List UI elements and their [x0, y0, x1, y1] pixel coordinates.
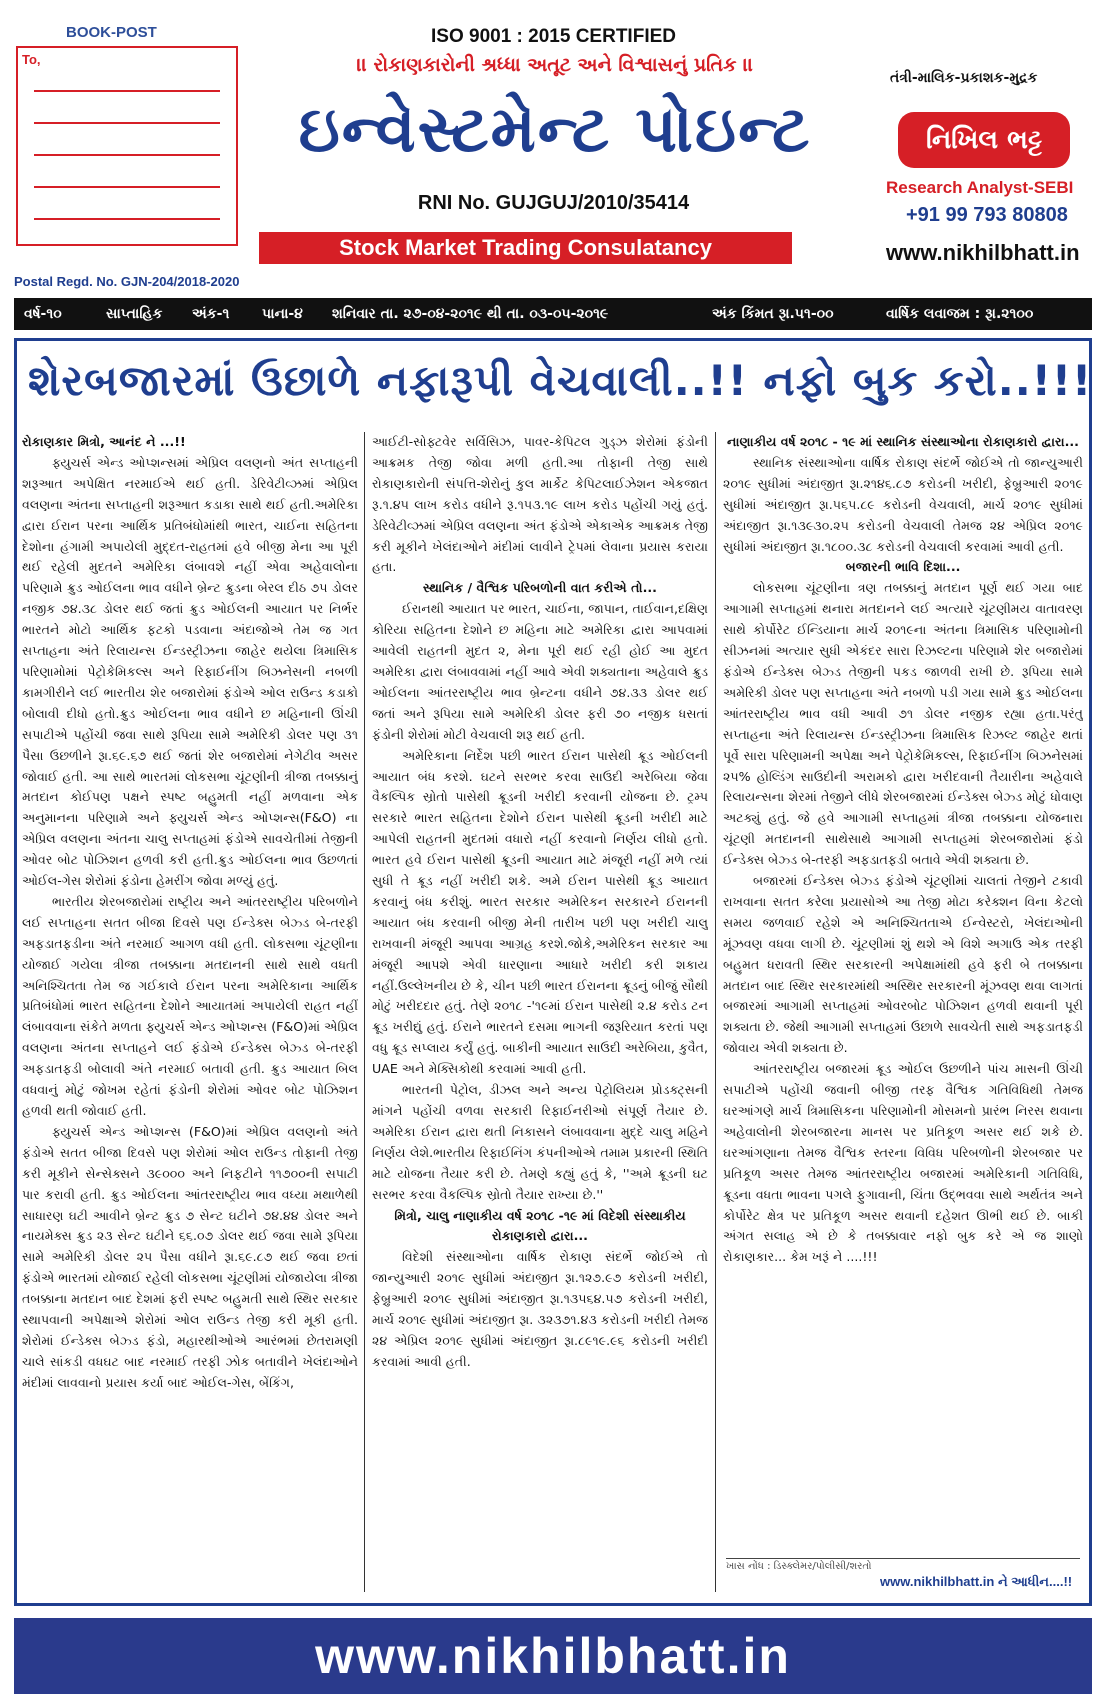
address-line	[34, 154, 220, 156]
address-line	[34, 90, 220, 92]
paragraph: સ્થાનિક સંસ્થાઓના વાર્ષિક રોકાણ સંદર્ભે જોઈએ તો જાન્યુઆરી ૨૦૧૯ સુધીમાં અંદાજીત રૂા.૨૧૪૬.૮૭ કરોડની ખરીદી, ફેબ્રુઆરી ૨૦૧૯ સુધીમાં અંદાજીત રૂા.૫૬૫.૮૯ કરોડની વેચવાલી, માર્ચ ૨૦૧૯ સુધીમાં અંદાજીત રૂા.૧૩૯૩૦.૨૫ કરોડની વેચવાલી તેમજ ૨૪ એપ્રિલ ૨૦૧૯ સુધીમાં અંદાજીત રૂા.૧૮૦૦.૩૮ કરોડની વેચવાલી કરવામાં આવી હતી.	[723, 454, 1083, 554]
book-post-label: BOOK-POST	[66, 24, 157, 41]
website-link[interactable]: www.nikhilbhatt.in	[886, 240, 1080, 265]
disclaimer-site-link[interactable]: www.nikhilbhatt.in ને આધીન....!!	[880, 1574, 1073, 1589]
tagline: ।। રોકાણકારોની શ્રધ્ધા અતૂટ અને વિશ્વાસનું પ્રતિક ।।	[356, 54, 754, 76]
subscription-label: વાર્ષિક લવાજમ : રૂા.૨૧૦૦	[886, 306, 1034, 322]
footer-website-banner[interactable]: www.nikhilbhatt.in	[14, 1618, 1092, 1694]
paragraph: ભારતીય શેરબજારોમાં રાષ્ટ્રીય અને આંતરરાષ્ટ્રીય પરિબળોને લઈ સપ્તાહના સતત બીજા દિવસે પણ ઈન્ડેક્સ બેઝ્ડ બે-તરફી અફડાતફડીના અંતે નરમાઈ આગળ વધી હતી. લોકસભા ચૂંટણીના યોજાઈ ગયેલા ત્રીજા તબક્કાના મતદાનની સાથે સાથે વધતી અનિશ્ચિતતા તેમ જ ગઈકાલે ઈરાન પરના અમેરિકાના આર્થિક પ્રતિબંધોમાં ભારત સહિતના દેશોને આયાતમાં અપાયેલી રાહત નહીં લંબાવવાના સંકેતે મળતા ફ્યુચર્સ એન્ડ ઓપ્શન્સ (F&O)માં એપ્રિલ વલણના અંતના સપ્તાહને લઈ ફંડોએ ઈન્ડેક્સ બેઝ્ડ બે-તરફી અફડાતફડી બોલાવી અંતે નરમાઈ બતાવી હતી. ક્રુડ આયાત બિલ વધવાનું મોટું જોખમ રહેતાં ફંડોની શેરોમાં ઓવર બોટ પોઝિશન હળવી થતી જોવાઈ હતી.	[22, 893, 358, 1118]
address-line	[34, 218, 220, 220]
paragraph: આંતરરાષ્ટ્રીય બજારમાં ક્રૂડ ઓઈલ ઉછળીને પાંચ માસની ઊંચી સપાટીએ પહોંચી જવાની બીજી તરફ વૈશ્વિક ગતિવિધિથી તેમજ ઘરઆંગણે માર્ચ ત્રિમાસિકના પરિણામોની મોસમનો પ્રારંભ નિરસ થવાના અહેવાલોની શેરબજારના માનસ પર પ્રતિકૂળ અસર થઈ શકે છે. ઘરઆંગણાના તેમજ વૈશ્વિક સ્તરના વિવિધ પરિબળોની શેરબજાર પર પ્રતિકૂળ અસર તેમજ આંતરરાષ્ટ્રીય બજારમાં અમેરિકાની ગતિવિધિ, ક્રૂડના વધતા ભાવના પગલે ફુગાવાની, ચિંતા ઉદ્ભવવા સાથે અર્થતંત્ર અને કોર્પોરેટ ક્ષેત્ર પર પ્રતિકૂળ અસર થવાની દહેશત ઊભી થઈ છે. બાકી અંગત સલાહ એ છે કે તબક્કાવાર નફો બુક કરે એ જ શાણો રોકાણકાર... કેમ ખરૂં ને ....!!!	[723, 1061, 1083, 1265]
price-label: અંક કિંમત રૂા.૫૧-૦૦	[712, 306, 834, 322]
column-divider	[715, 432, 716, 1592]
year-label: વર્ષ-૧૦	[24, 306, 62, 322]
issue-label: અંક-૧	[192, 306, 230, 322]
paragraph: અમેરિકાના નિર્દેશ પછી ભારત ઈરાન પાસેથી ક્રૂડ ઓઈલની આયાત બંધ કરશે. ઘટને સરભર કરવા સાઉદી અરેબિયા જેવા વૈકલ્પિક સ્રોતો પાસેથી ક્રૂડની ખરીદી કરવાની યોજના છે. ટ્રમ્પ સરકારે ભારત સહિતના દેશોને ઈરાન પાસેથી ક્રૂડની ખરીદી માટે આપેલી રાહતની મુદતમાં વધારો નહીં કરવાનો નિર્ણય લીધો હતો. ભારત હવે ઈરાન પાસેથી ક્રૂડની આયાત માટે મંજૂરી નહીં મળે ત્યાં સુધી તે ક્રૂડ નહીં ખરીદી શકે. અમે ઈરાન પાસેથી ક્રૂડ આયાત કરવાનું બંધ કરીશું. ભારત સરકાર અમેરિકન સરકારને ઈરાનની આયાત બંધ કરવાની બીજી મેની તારીખ પછી પણ ખરીદી ચાલુ રાખવાની મંજૂરી આપવા આગ્રહ કરશે.જોકે,અમેરિકન સરકાર આ મંજૂરી આપશે એવી ધારણાના આધારે ખરીદી કરી શકાય નહીં.ઉલ્લેખનીય છે કે, ચીન પછી ભારત ઈરાનના ક્રૂડનું બીજું સૌથી મોટું ખરીદદાર હતું. તેણે ૨૦૧૮ -'૧૯માં ઈરાન પાસેથી ૨.૪ કરોડ ટન ક્રૂડ ખરીદ્યું હતું. ઈરાને ભારતને દસમા ભાગની જરૂરિયાત કરતાં પણ વધુ ક્રૂડ સપ્લાય કર્યું હતું. બાકીની આયાત સાઉદી અરેબિયા, કુવૈત, UAE અને મેક્સિકોથી કરવામાં આવી હતી.	[372, 747, 708, 1077]
subheading: સ્થાનિક / વૈશ્વિક પરિબળોની વાત કરીએ તો...	[423, 580, 657, 596]
paragraph: આઈટી-સોફ્ટવેર સર્વિસિઝ, પાવર-કેપિટલ ગુડ્ઝ શેરોમાં ફંડોની આક્રમક તેજી જોવા મળી હતી.આ તોફાની તેજી સાથે રોકાણકારોની સંપત્તિ-શેરોનું કુલ માર્કેટ કેપિટલાઈઝેશન એકજાત રૂ.૧.૪૫ લાખ કરોડ વધીને રૂ.૧૫૩.૧૯ લાખ કરોડ પહોંચી ગયું હતું. ડેરિવેટીવ્ઝમાં એપ્રિલ વલણના અંત ફંડોએ એકાએક આક્રમક તેજી કરી મૂકીને ખેલંદાઓને મંદીમાં લાવીને ટ્રેપમાં લેવાના પ્રયાસ કરાયા હતા.	[372, 434, 708, 575]
address-to-label: To,	[22, 52, 41, 67]
note-divider	[726, 1558, 1080, 1559]
owner-role: તંત્રી-માલિક-પ્રકાશક-મુદ્રક	[890, 70, 1038, 86]
subheading: મિત્રો, ચાલુ નાણાકીય વર્ષ ૨૦૧૮ -૧૯ માં વિદેશી સંસ્થાકીય રોકાણકારો દ્વારા...	[394, 1207, 686, 1244]
subheading: નાણાકીય વર્ષ ૨૦૧૮ - ૧૯ માં સ્થાનિક સંસ્થાઓના રોકાણકારો દ્વારા...	[727, 434, 1079, 449]
pages-label: પાના-૪	[262, 306, 303, 322]
greeting: રોકાણકાર મિત્રો, આનંદ ને ...!!	[22, 434, 186, 449]
paragraph: ભારતની પેટ્રોલ, ડીઝલ અને અન્ય પેટ્રોલિયમ પ્રોડક્ટ્સની માંગને પહોંચી વળવા સરકારી રિફાઈનરીઓ સંપૂર્ણ તૈયાર છે. અમેરિકા ઈરાન દ્વારા થતી નિકાસને લંબાવવાના મુદ્દે ચાલુ મહિને નિર્ણય લેશે.ભારતીય રિફાઈનિંગ કંપનીઓએ તમામ પ્રકારની સ્થિતિ માટે યોજના તૈયાર કરી છે. તેમણે કહ્યું હતું કે, ''અમે ક્રૂડની ઘટ સરભર કરવા વૈકલ્પિક સ્રોતો તૈયાર રાખ્યા છે.''	[372, 1082, 708, 1202]
issue-info-strip	[14, 298, 1092, 330]
column-divider	[364, 432, 365, 1592]
iso-certification: ISO 9001 : 2015 CERTIFIED	[431, 26, 676, 47]
paragraph: બજારમાં ઈન્ડેક્સ બેઝ્ડ ફંડોએ ચૂંટણીમાં ચાલતાં તેજીને ટકાવી રાખવાના સતત કરેલા પ્રયાસોએ આ તેજી મોટા કરેક્શન વિના કેટલો સમય જળવાઈ રહેશે એ અનિશ્ચિતતાએ ઈન્વેસ્ટરો, ખેલંદાઓની મૂંઝવણ વધવા લાગી છે. ચૂંટણીમાં શું થશે એ વિશે અગાઉ એક તરફી બહુમત ધરાવતી સ્થિર સરકારની અપેક્ષામાંથી હવે ફરી બે તબક્કાના મતદાન બાદ સ્થિર સરકારમાંથી અસ્થિર સરકારની મૂંઝવણ થવા લાગતાં બજારમાં આગામી સપ્તાહમાં ઓવરબોટ પોઝિશન હળવી થવાની પૂરી શક્યતા છે. જેથી આગામી સપ્તાહમાં ઉછાળે સાવચેતી સાથે અફડાતફડી જોવાય એવી શક્યતા છે.	[723, 873, 1083, 1056]
paragraph: ઈરાનથી આયાત પર ભારત, ચાઈના, જાપાન, તાઈવાન,દક્ષિણ કોરિયા સહિતના દેશોને છ મહિના માટે અમેરિકા દ્વારા આપવામાં આવેલી રાહતની મુદત ૨, મેના પૂરી થઈ રહી હોઈ આ મુદત અમેરિકા દ્વારા લંબાવવામાં નહીં આવે એવી શક્યતાના અહેવાલે ક્રુડ ઓઈલના આંતરરાષ્ટ્રીય ભાવ બ્રેન્ટના વધીને ૭૪.૩૩ ડોલર થઈ જતાં અને રૂપિયા સામે અમેરિકી ડોલર ફરી ૭૦ નજીક ધસતાં ફંડોની શેરોમાં મોટી વેચવાલી શરૂ થઈ હતી.	[372, 601, 708, 742]
frequency-label: સાપ્તાહિક	[106, 306, 163, 322]
address-line	[34, 122, 220, 124]
research-analyst-label: Research Analyst-SEBI	[886, 178, 1074, 197]
paragraph: લોકસભા ચૂંટણીના ત્રણ તબક્કાનું મતદાન પૂર્ણ થઈ ગયા બાદ આગામી સપ્તાહમાં થનારા મતદાનને લઈ અત્યારે ચૂંટણીમય વાતાવરણ સાથે કોર્પોરેટ ઈન્ડિયાના માર્ચ ૨૦૧૯ના અંતના ત્રિમાસિક પરિણામોની સીઝનમાં અત્યાર સુધી એકંદર સારા રિઝલ્ટના પરિણામે શેર બજારોમાં ફંડોએ ઈન્ડેક્સ બેઝ્ડ તેજીની પકડ જાળવી રાખી છે. રૂપિયા સામે અમેરિકી ડોલર પણ સપ્તાહના અંતે નબળો પડી ગયા સામે ક્રુડ ઓઈલના આંતરરાષ્ટ્રીય ભાવ વધી આવી ૭૧ ડોલર નજીક રહ્યા હતા.પરંતુ સપ્તાહના અંતે રિલાયન્સ ઈન્ડસ્ટ્રીઝના ત્રિમાસિક રિઝલ્ટ જાહેર થતાં પૂર્વે સારા પરિણામની અપેક્ષા અને પેટ્રોકેમિકલ્સ, રિફાઈનીંગ બિઝનેસમાં ૨૫% હોલ્ડિંગ સાઉદીની અરામકો દ્વારા ખરીદવાની તૈયારીના અહેવાલે રિલાયન્સના શેરમાં તેજીને લીધે શેરબજારમાં ઈન્ડેક્સ બેઝ્ડ મોટું ધોવાણ અટક્યું હતું. જે હવે આગામી સપ્તાહમાં ત્રીજા તબક્કાના યોજનારા ચૂંટણી મતદાનની સાથેસાથે આગામી સપ્તાહમાં શેરબજારોમાં ફંડો ઈન્ડેક્સ બેઝ્ડ બે-તરફી અફડાતફડી બતાવે એવી શક્યતા છે.	[723, 580, 1083, 868]
disclaimer-note: ખાસ નોંધ : ડિસ્ક્લેમર/પોલીસી/શરતો	[726, 1561, 872, 1572]
rni-number: RNI No. GUJGUJ/2010/35414	[417, 192, 690, 214]
paragraph: ફ્યુચર્સ એન્ડ ઓપ્શન્સમાં એપ્રિલ વલણનો અંત સપ્તાહની શરૂઆત અપેક્ષિત નરમાઈએ થઈ હતી. ડેરિવેટીવ્ઝમાં એપ્રિલ વલણના અંતના સપ્તાહની શરૂઆત કડાકા સાથે થઈ હતી.અમેરિકા દ્વારા ઈરાન પરના આર્થિક પ્રતિબંધોમાંથી ભારત, ચાઈના સહિતના દેશોના હંગામી અપાયેલી મુદ્દત-રાહતમાં હવે બીજી મેના આ પૂરી થઈ રહેલી મુદતને અમેરિકા લંબાવશે નહીં એવા અહેવાલોના પરિણામે ક્રુડ ઓઈલના ભાવ વધીને બ્રેન્ટ ક્રુડના બેરલ દીઠ ૭૫ ડોલર નજીક ૭૪.૩૮ ડોલર થઈ જતાં ક્રુડ ઓઈલની આયાત પર નિર્ભર ભારતને મોટો આર્થિક ફટકો પડવાના અંદાજોએ તેમ જ ગત સપ્તાહના અંતે રિલાયન્સ ઈન્ડસ્ટ્રીઝના જાહેર થયેલા ત્રિમાસિક પરિણામોમાં પેટ્રોકેમિકલ્સ અને રિફાઈનીંગ બિઝનેસની નબળી કામગીરીને લઈ ભારતીય શેર બજારોમાં ફંડોએ ઓલ રાઉન્ડ કડાકો બોલાવી દીધો હતો.ક્રુડ ઓઈલના ભાવ વધીને છ મહિનાની ઊંચી સપાટીએ પહોંચી જવા સાથે રૂપિયા સામે અમેરિકી ડોલર પણ ૩૧ પૈસા ઉછળીને રૂા.૬૯.૬૭ થઈ જતાં શેર બજારોમાં નેગેટીવ અસર જોવાઈ હતી. આ સાથે ભારતમાં લોકસભા ચૂંટણીની ત્રીજા તબક્કાનું મતદાન કોઈપણ પક્ષને સ્પષ્ટ બહુમતી નહીં મળવાના એક અનુમાનના પરિણામે અને ફ્યુચર્સ એન્ડ ઓપ્શન્સ(F&O) ના એપ્રિલ વલણના અંતના ચાલુ સપ્તાહમાં ફંડોએ સાવચેતીમાં તેજીની ઓવર બોટ પોઝિશન હળવી કરી હતી.ક્રુડ ઓઈલના ભાવ ઉછળતાં ઓઈલ-ગેસ શેરોમાં ફંડોના હેમરીંગ જોવા મળ્યું હતું.	[22, 454, 358, 889]
article-column-1	[22, 432, 358, 1584]
address-box	[16, 46, 238, 246]
headline: શેરબજારમાં ઉછાળે નફારૂપી વેચવાલી..!! નફો બુક કરો..!!!	[28, 356, 1093, 405]
paragraph: ફ્યુચર્સ એન્ડ ઓપ્શન્સ (F&O)માં એપ્રિલ વલણનો અંતે ફંડોએ સતત બીજા દિવસે પણ શેરોમાં ઓલ રાઉન્ડ તોફાની તેજી કરી મૂકીને સેન્સેક્સને ૩૯૦૦૦ અને નિફટીને ૧૧૭૦૦ની સપાટી પાર કરાવી હતી. ક્રુડ ઓઈલના આંતરરાષ્ટ્રીય ભાવ વધ્યા મથાળેથી સાધારણ ઘટી આવીને બ્રેન્ટ ક્રુડ ૭ સેન્ટ ઘટીને ૭૪.૪૪ ડોલર અને નાયમેક્સ ક્રુડ ૨૩ સેન્ટ ઘટીને ૬૬.૦૭ ડોલર થઈ જવા સામે રૂપિયા સામે અમેરિકી ડોલર ૨૫ પૈસા વધીને રૂા.૬૯.૮૭ થઈ જવા છતાં ફંડોએ ભારતમાં યોજાઈ રહેલી લોકસભા ચૂંટણીમાં યોજાયેલા ત્રીજા તબક્કાના મતદાન બાદ દેશમાં ફરી સ્પષ્ટ બહુમતી સાથે સ્થિર સરકાર સ્થાપવાની અપેક્ષાએ શેરોમાં ઓલ રાઉન્ડ તેજી કરી મૂકી હતી. શેરોમાં ઈન્ડેક્સ બેઝ્ડ ફંડો, મહારથીઓએ આરંભમાં છેતરામણી ચાલે સાંકડી વધઘટ બાદ નરમાઈ તરફી ઝોક બતાવીને ખેલંદાઓને મંદીમાં લાવવાનો પ્રયાસ કર્યા બાદ ઓઈલ-ગેસ, બેંકિંગ,	[22, 1123, 358, 1390]
paragraph: વિદેશી સંસ્થાઓના વાર્ષિક રોકાણ સંદર્ભે જોઈએ તો જાન્યુઆરી ૨૦૧૯ સુધીમાં અંદાજીત રૂા.૧૨૭.૯૭ કરોડની ખરીદી, ફેબ્રુઆરી ૨૦૧૯ સુધીમાં અંદાજીત રૂા.૧૩૫૬૪.૫૭ કરોડની ખરીદી, માર્ચ ૨૦૧૯ સુધીમાં અંદાજીત રૂા. ૩૨૩૭૧.૪૩ કરોડની ખરીદી તેમજ ૨૪ એપ્રિલ ૨૦૧૯ સુધીમાં અંદાજીત રૂા.૮૯૧૯.૯૬ કરોડની ખરીદી કરવામાં આવી હતી.	[372, 1249, 708, 1369]
article-column-2	[372, 432, 708, 1584]
subheading: બજારની ભાવિ દિશા...	[845, 559, 961, 575]
postal-registration: Postal Regd. No. GJN-204/2018-2020	[14, 274, 240, 289]
subtitle-banner: Stock Market Trading Consulatancy	[259, 232, 792, 264]
newspaper-title: ઇન્વેસ્ટમેન્ટ પોઇન્ટ	[298, 93, 812, 167]
address-line	[34, 186, 220, 188]
phone-number[interactable]: +91 99 793 80808	[906, 204, 1068, 226]
date-range: શનિવાર તા. ૨૭-૦૪-૨૦૧૯ થી તા. ૦૩-૦૫-૨૦૧૯	[332, 306, 609, 322]
article-column-3	[723, 432, 1083, 1584]
owner-name-badge: નિખિલ ભટ્ટ	[898, 112, 1070, 168]
